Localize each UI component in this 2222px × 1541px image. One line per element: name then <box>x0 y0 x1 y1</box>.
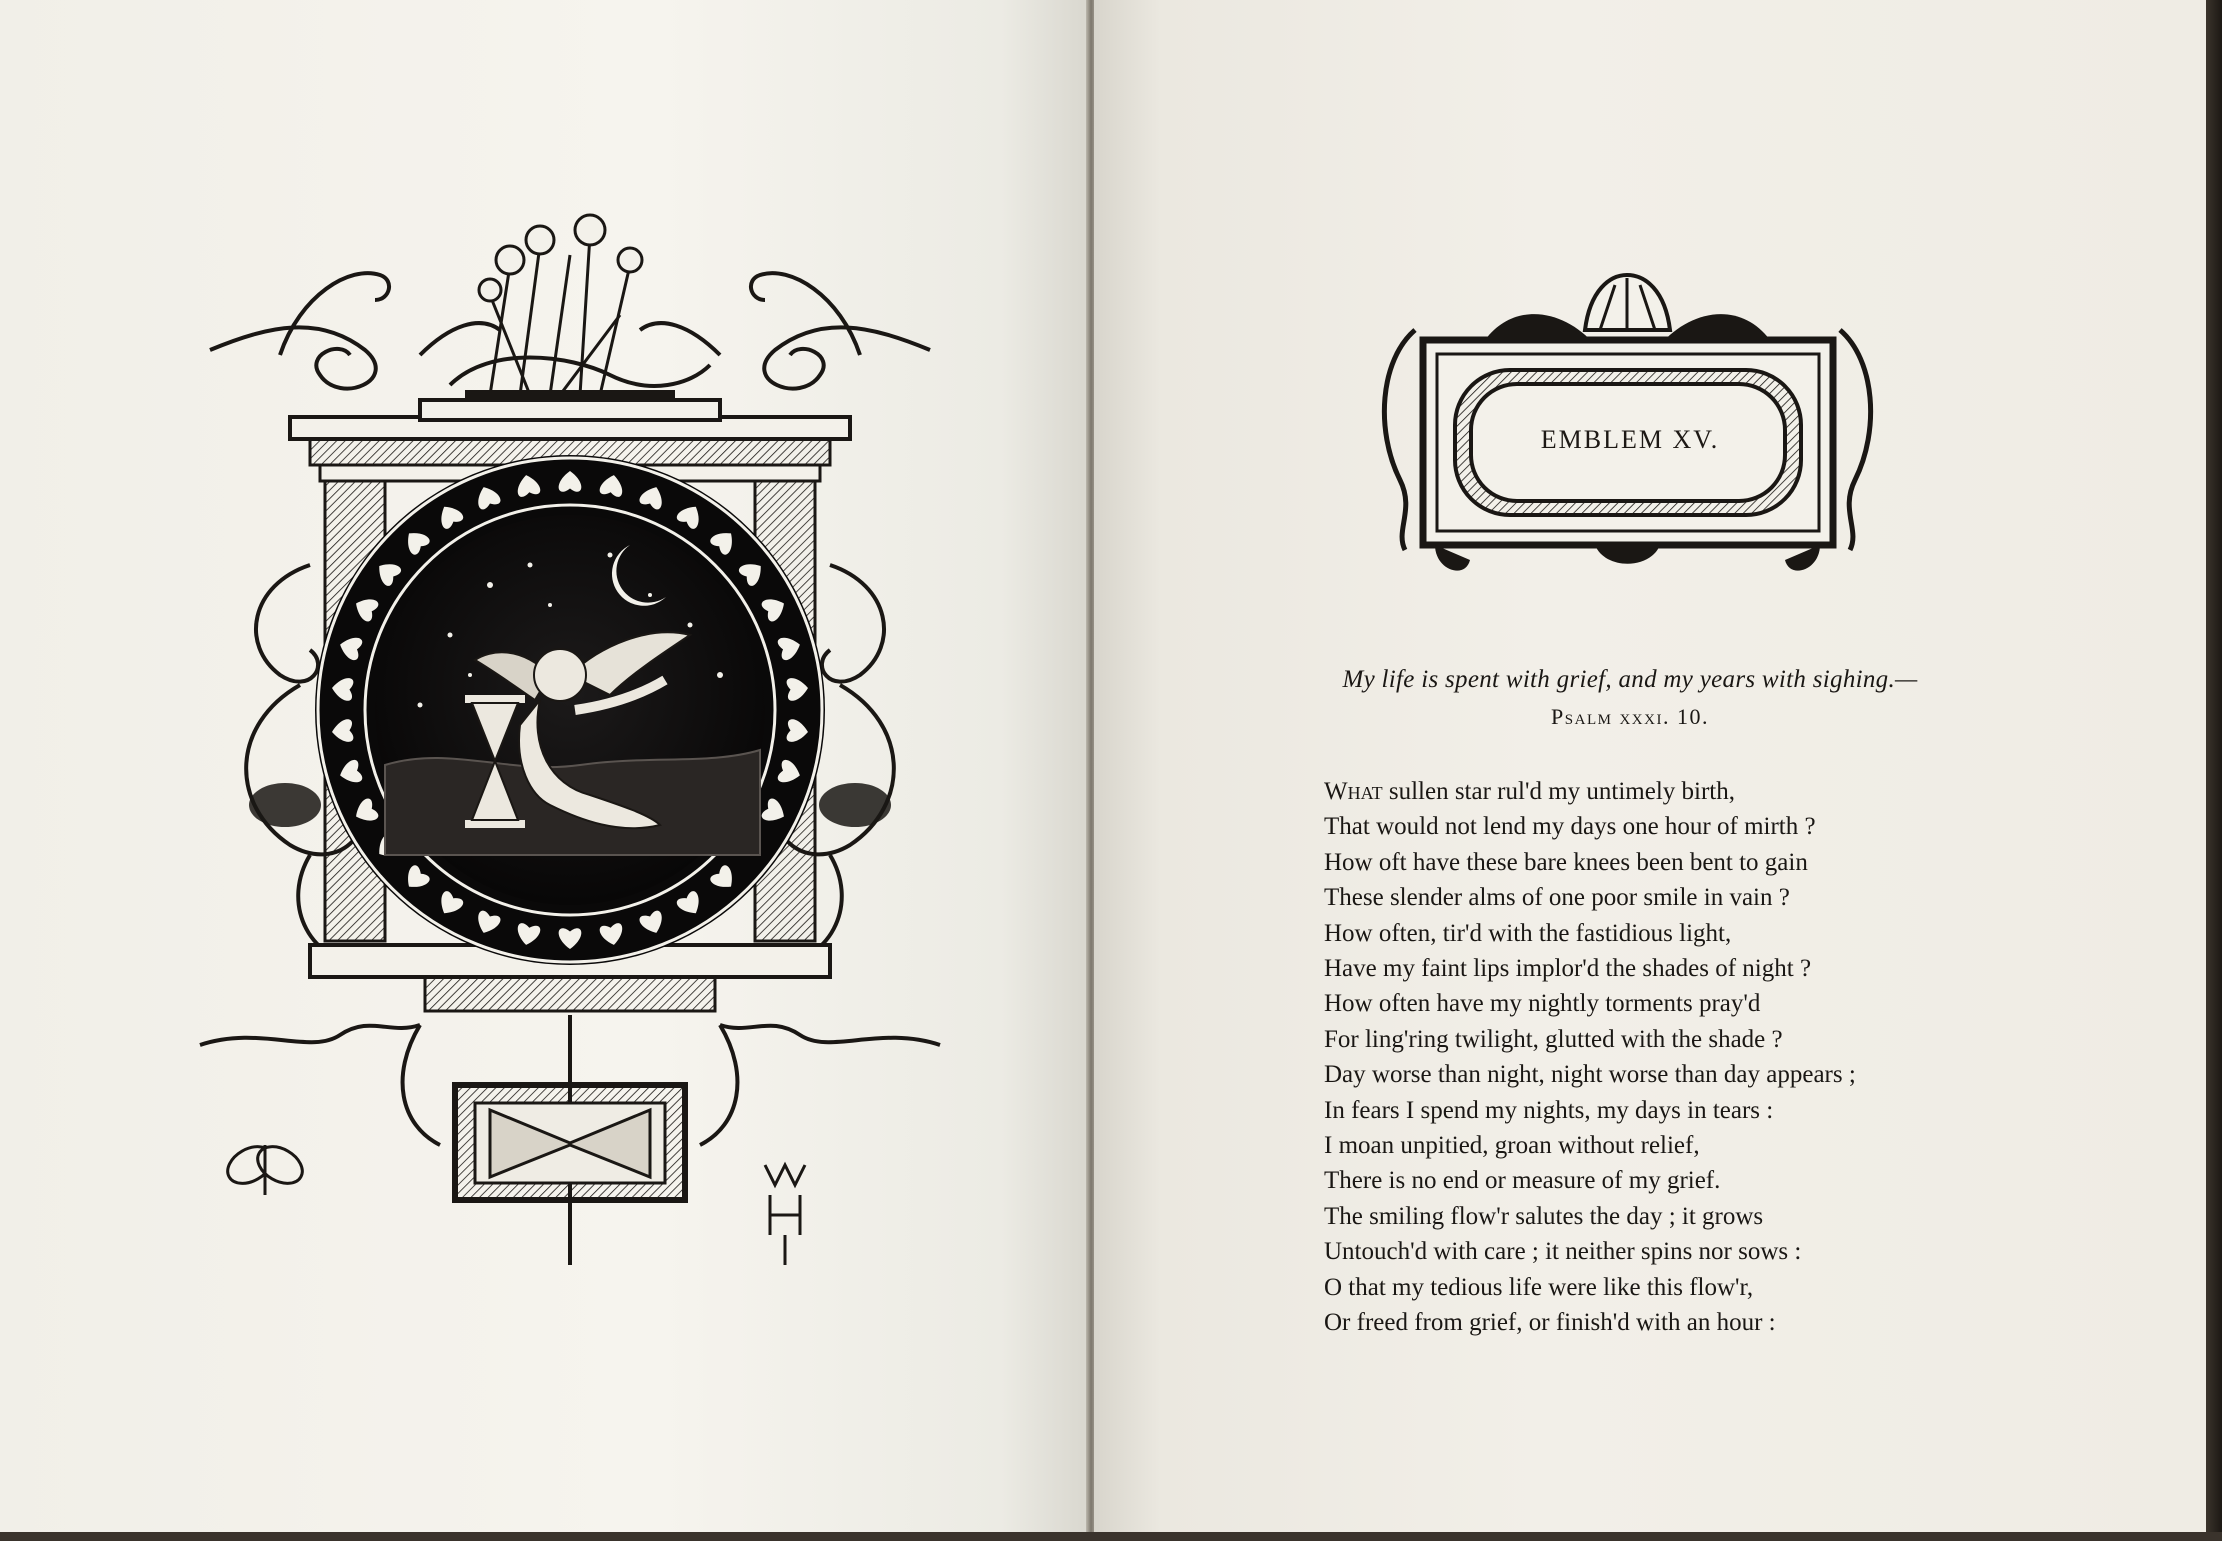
emblem-engraving <box>190 205 950 1305</box>
poem-line: I moan unpitied, groan without relief, <box>1324 1132 1700 1160</box>
page-edge <box>2206 0 2222 1541</box>
epigraph: My life is spent with grief, and my years with sighing.— <box>1342 666 1918 693</box>
poem-line: Or freed from grief, or finish'd with an hour : <box>1324 1309 1776 1337</box>
bottom-pendants <box>1435 545 1820 571</box>
butterfly-icon <box>221 1139 309 1195</box>
poem-line: Untouch'd with care ; it neither spins nor sows : <box>1324 1238 1802 1266</box>
poem-line: Have my faint lips implor'd the shades of night ? <box>1324 955 1812 983</box>
page-edge-bottom <box>0 1532 2222 1541</box>
poem-line: In fears I spend my nights, my days in tears : <box>1324 1096 1774 1124</box>
poem-line: These slender alms of one poor smile in vain ? <box>1324 884 1790 912</box>
poem-line: How often, tir'd with the fastidious light, <box>1324 919 1732 947</box>
top-flourish <box>210 273 930 388</box>
poem-line: How oft have these bare knees been bent to gain <box>1324 848 1808 876</box>
poem-line-text: sullen star rul'd my untimely birth, <box>1382 778 1735 805</box>
poem-text <box>1324 774 2024 1341</box>
flower-heads <box>479 215 642 301</box>
poem-line: That would not lend my days one hour of mirth ? <box>1324 813 1816 841</box>
poem-line: How often have my nightly torments pray'd <box>1324 990 1761 1018</box>
left-page <box>0 0 1088 1541</box>
epigraph-source: Psalm xxxi. 10. <box>1551 704 1709 729</box>
poem-first-word: What <box>1324 778 1383 805</box>
poem-line: Day worse than night, night worse than day appears ; <box>1324 1061 1856 1089</box>
poem-line: For ling'ring twilight, glutted with the shade ? <box>1324 1025 1783 1053</box>
poem-line <box>1324 774 2024 809</box>
heart-medallion <box>315 455 825 965</box>
poem-line: There is no end or measure of my grief. <box>1324 1167 1721 1195</box>
poem-line: O that my tedious life were like this flow'r, <box>1324 1273 1754 1301</box>
monogram <box>765 1165 805 1265</box>
emblem-title: EMBLEM XV. <box>1540 425 1720 454</box>
poem-line: The smiling flow'r salutes the day ; it grows <box>1324 1202 1764 1230</box>
